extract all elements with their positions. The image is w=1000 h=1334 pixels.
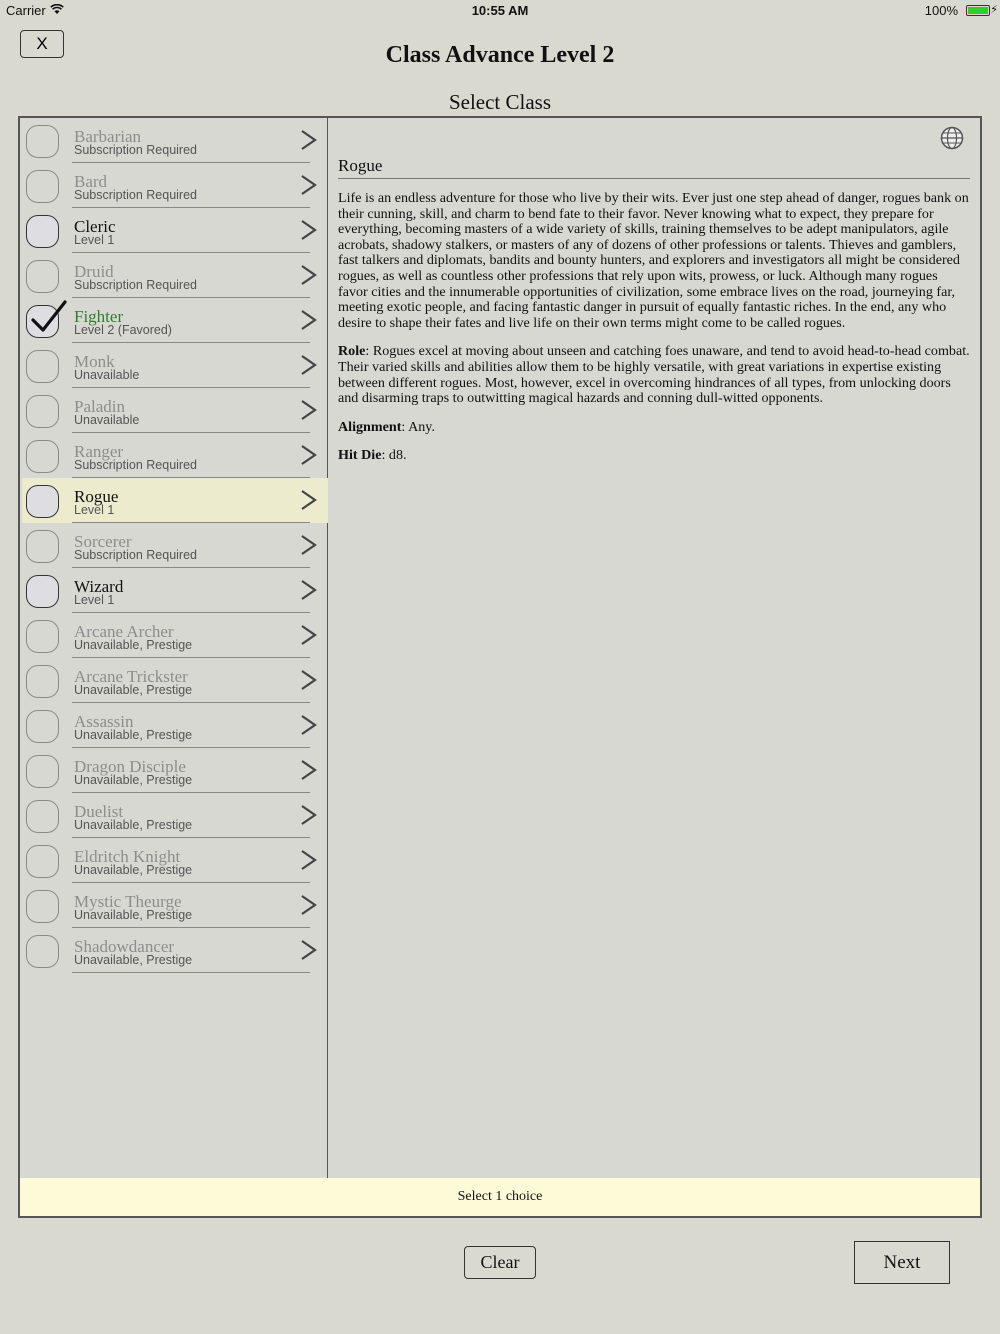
clear-button[interactable]: Clear [464, 1246, 536, 1279]
checkbox[interactable] [26, 440, 59, 473]
chevron-right-icon[interactable] [300, 757, 318, 783]
chevron-right-icon[interactable] [300, 847, 318, 873]
class-row-ranger[interactable] [22, 433, 328, 478]
battery-icon [966, 5, 990, 16]
class-status: Unavailable, Prestige [74, 908, 193, 922]
class-status: Subscription Required [74, 278, 197, 292]
chevron-right-icon[interactable] [300, 307, 318, 333]
chevron-right-icon[interactable] [300, 442, 318, 468]
checkbox[interactable] [26, 485, 59, 518]
class-row-cleric[interactable] [22, 208, 328, 253]
carrier-label: Carrier [6, 3, 46, 18]
class-row-monk[interactable] [22, 343, 328, 388]
class-name: Fighter [74, 307, 124, 326]
class-row-mystic-theurge[interactable] [22, 883, 328, 928]
checkbox[interactable] [26, 350, 59, 383]
class-row-duelist[interactable] [22, 793, 328, 838]
class-row-rogue[interactable] [22, 478, 328, 523]
checkbox[interactable] [26, 305, 59, 338]
class-status: Unavailable, Prestige [74, 638, 193, 652]
alignment-label: Alignment [338, 418, 402, 435]
class-role [338, 344, 970, 406]
class-status: Unavailable, Prestige [74, 818, 193, 832]
checkbox[interactable] [26, 620, 59, 653]
class-row-paladin[interactable] [22, 388, 328, 433]
class-name: Cleric [74, 217, 116, 236]
checkbox[interactable] [26, 215, 59, 248]
class-status: Subscription Required [74, 188, 197, 202]
class-status: Level 1 [74, 503, 115, 517]
class-status: Unavailable, Prestige [74, 728, 193, 742]
checkbox[interactable] [26, 530, 59, 563]
battery-percent: 100% [924, 3, 958, 18]
class-status: Unavailable [74, 368, 140, 382]
globe-icon[interactable] [940, 126, 964, 150]
detail-title: Rogue [338, 156, 970, 179]
checkbox[interactable] [26, 125, 59, 158]
class-name: Paladin [74, 397, 125, 416]
class-row-shadowdancer[interactable] [22, 928, 328, 973]
chevron-right-icon[interactable] [300, 532, 318, 558]
class-status: Subscription Required [74, 458, 197, 472]
hit-die-label: Hit Die [338, 447, 382, 464]
page-title: Class Advance Level 2 [385, 42, 615, 68]
hit-die-text: : d8. [381, 447, 407, 464]
checkbox[interactable] [26, 575, 59, 608]
class-row-barbarian[interactable] [22, 118, 328, 163]
class-status: Unavailable [74, 413, 140, 427]
checkbox[interactable] [26, 845, 59, 878]
checkbox[interactable] [26, 710, 59, 743]
checkbox[interactable] [26, 800, 59, 833]
class-name: Ranger [74, 442, 124, 461]
checkmark-icon [29, 296, 69, 336]
charging-icon: ⚡ [990, 4, 998, 16]
alignment-text: : Any. [401, 418, 435, 435]
class-detail [328, 118, 980, 1178]
class-name: Shadowdancer [74, 937, 175, 956]
chevron-right-icon[interactable] [300, 577, 318, 603]
chevron-right-icon[interactable] [300, 802, 318, 828]
class-status: Unavailable, Prestige [74, 773, 193, 787]
class-alignment [338, 420, 970, 436]
class-name: Arcane Archer [74, 622, 174, 641]
chevron-right-icon[interactable] [300, 892, 318, 918]
class-row-arcane-trickster[interactable] [22, 658, 328, 703]
status-bar [0, 0, 1000, 22]
class-list [20, 118, 328, 1178]
class-status: Level 1 [74, 233, 115, 247]
row-divider [72, 972, 310, 973]
class-status: Unavailable, Prestige [74, 953, 193, 967]
class-row-fighter[interactable] [22, 298, 328, 343]
close-button[interactable]: X [20, 30, 64, 58]
checkbox[interactable] [26, 665, 59, 698]
class-row-wizard[interactable] [22, 568, 328, 613]
chevron-right-icon[interactable] [300, 622, 318, 648]
class-name: Bard [74, 172, 108, 191]
class-name: Mystic Theurge [74, 892, 182, 911]
class-row-druid[interactable] [22, 253, 328, 298]
class-status: Level 1 [74, 593, 115, 607]
class-name: Druid [74, 262, 114, 281]
class-status: Subscription Required [74, 548, 197, 562]
chevron-right-icon[interactable] [300, 712, 318, 738]
class-description: Life is an endless adventure for those who live by their wits. Ever just one step ahead of danger, rogues bank on their cunning, skill, and charm to bend fate to their favor. Never knowing what to expect, they prepare for everything, becoming masters of a wide variety of skills, training themselves to be adept manipulators, agile acrobats, shadowy stalkers, or masters of any of dozens of other professions or talents. Thieves and gamblers, fast talkers and diplomats, bandits and bounty hunters, and explorers and investigators all might be considered rogues, as well as countless other professions that rely upon wits, prowess, or luck. Although many rogues favor cities and the innumerable opportunities of civilization, some embrace lives on the road, journeying far, meeting exotic people, and facing fantastic danger in pursuit of equally fantastic riches. In the end, any who desire to shape their fates and live life on their own terms might come to be called rogues. [338, 190, 969, 331]
chevron-right-icon[interactable] [300, 172, 318, 198]
class-status: Level 2 (Favored) [74, 323, 172, 337]
chevron-right-icon[interactable] [300, 262, 318, 288]
chevron-right-icon[interactable] [300, 127, 318, 153]
checkbox[interactable] [26, 755, 59, 788]
class-status: Unavailable, Prestige [74, 683, 193, 697]
class-hit-die [338, 448, 970, 464]
chevron-right-icon[interactable] [300, 937, 318, 963]
class-row-bard[interactable] [22, 163, 328, 208]
class-row-assassin[interactable] [22, 703, 328, 748]
class-row-dragon-disciple[interactable] [22, 748, 328, 793]
class-name: Dragon Disciple [74, 757, 186, 776]
section-title: Select Class [448, 90, 552, 114]
class-name: Rogue [74, 487, 119, 506]
class-row-eldritch-knight[interactable] [22, 838, 328, 883]
chevron-right-icon[interactable] [300, 487, 318, 513]
clock: 10:55 AM [471, 3, 529, 18]
detail-body [338, 191, 970, 477]
class-name: Duelist [74, 802, 124, 821]
checkbox[interactable] [26, 170, 59, 203]
class-name: Monk [74, 352, 115, 371]
choice-hint: Select 1 choice [20, 1178, 980, 1216]
class-row-sorcerer[interactable] [22, 523, 328, 568]
chevron-right-icon[interactable] [300, 667, 318, 693]
class-name: Barbarian [74, 127, 142, 146]
class-name: Sorcerer [74, 532, 132, 551]
role-label: Role [338, 343, 366, 360]
next-button[interactable]: Next [854, 1241, 950, 1284]
class-status: Subscription Required [74, 143, 197, 157]
class-row-arcane-archer[interactable] [22, 613, 328, 658]
class-name: Assassin [74, 712, 134, 731]
class-selection-panel [18, 116, 982, 1218]
checkbox[interactable] [26, 395, 59, 428]
checkbox[interactable] [26, 260, 59, 293]
chevron-right-icon[interactable] [300, 397, 318, 423]
chevron-right-icon[interactable] [300, 352, 318, 378]
role-text: : Rogues excel at moving about unseen and catching foes unaware, and tend to avoid head-to-head combat. Their varied skills and abilities allow them to be highly versatile, with great variations in expertise existing between different rogues. Most, however, excel in overcoming hindrances of all types, from unlocking doors and disarming traps to outwitting magical hazards and conning dull-witted opponents. [338, 343, 970, 407]
chevron-right-icon[interactable] [300, 217, 318, 243]
checkbox[interactable] [26, 890, 59, 923]
class-status: Unavailable, Prestige [74, 863, 193, 877]
class-name: Eldritch Knight [74, 847, 181, 866]
class-name: Wizard [74, 577, 124, 596]
checkbox[interactable] [26, 935, 59, 968]
class-name: Arcane Trickster [74, 667, 188, 686]
